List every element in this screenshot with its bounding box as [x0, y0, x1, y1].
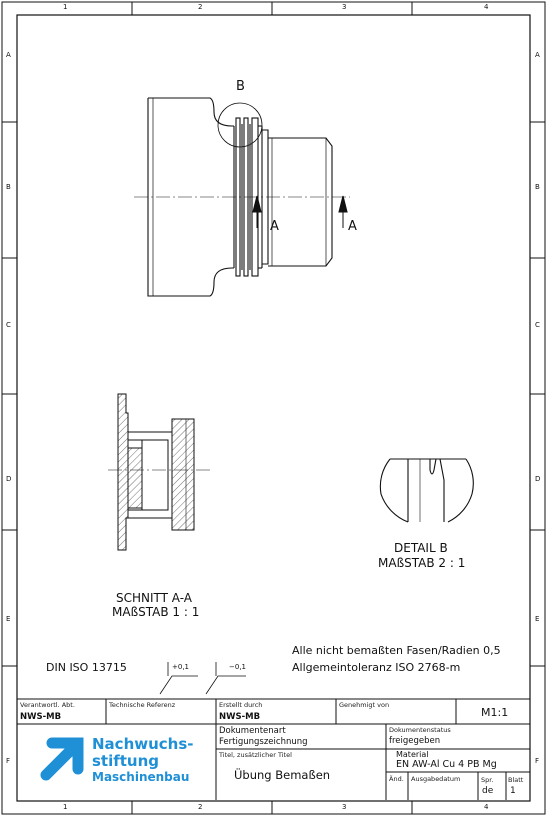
- section-arrow-label-left: A: [270, 219, 279, 234]
- zone-row-b-right: B: [535, 183, 540, 191]
- zone-col-2-top: 2: [198, 3, 203, 11]
- docstatus-value: freigegeben: [389, 736, 441, 746]
- section-view: [108, 394, 210, 550]
- language-value: de: [482, 786, 494, 796]
- zone-row-f-right: F: [535, 757, 540, 765]
- zone-col-1-top: 1: [63, 3, 68, 11]
- created-value: NWS-MB: [219, 712, 261, 722]
- tolerance-note: Allgemeintoleranz ISO 2768-m: [292, 661, 461, 674]
- section-view-title: SCHNITT A-A: [116, 591, 193, 605]
- revision-label: Änd.: [389, 775, 404, 783]
- section-view-scale: MAßSTAB 1 : 1: [112, 605, 200, 619]
- approved-label: Genehmigt von: [339, 701, 390, 709]
- section-arrow-label-right: A: [348, 219, 357, 234]
- drawing-frame: [2, 2, 545, 814]
- zone-col-3-bottom: 3: [342, 803, 347, 811]
- material-label: Material: [396, 750, 429, 759]
- issue-date-label: Ausgabedatum: [411, 775, 461, 783]
- zone-col-1-bottom: 1: [63, 803, 68, 811]
- sheet-value: 1: [510, 786, 516, 796]
- logo-line-1: Nachwuchs-: [92, 735, 194, 753]
- zone-row-c-left: C: [6, 321, 11, 329]
- drawing-title: Übung Bemaßen: [234, 768, 331, 782]
- responsible-label: Verantwortl. Abt.: [20, 701, 75, 709]
- detail-view: [380, 459, 473, 522]
- zone-row-c-right: C: [535, 321, 540, 329]
- zone-col-4-top: 4: [484, 3, 489, 11]
- detail-view-scale: MAßSTAB 2 : 1: [378, 556, 466, 570]
- zone-col-4-bottom: 4: [484, 803, 489, 811]
- zone-col-2-bottom: 2: [198, 803, 203, 811]
- edge-negative-value: −0,1: [229, 663, 246, 671]
- doctype-value: Fertigungszeichnung: [219, 737, 308, 747]
- edge-positive-value: +0,1: [172, 663, 189, 671]
- zone-row-f-left: F: [6, 757, 11, 765]
- created-label: Erstellt durch: [219, 701, 263, 709]
- zone-row-e-right: E: [535, 615, 540, 623]
- sheet-label: Blatt: [508, 776, 524, 784]
- tech-ref-label: Technische Referenz: [109, 701, 176, 709]
- logo-arrow-icon: [46, 743, 78, 775]
- subtitle-label: Titel, zusätzlicher Titel: [219, 751, 292, 759]
- zone-row-d-left: D: [6, 475, 12, 483]
- language-label: Spr.: [481, 776, 494, 784]
- chamfer-note: Alle nicht bemaßten Fasen/Radien 0,5: [292, 644, 501, 657]
- standard-note: DIN ISO 13715: [46, 661, 127, 674]
- zone-row-a-left: A: [6, 51, 11, 59]
- doctype-label: Dokumentenart: [219, 726, 286, 736]
- main-part-view: [134, 98, 350, 296]
- responsible-value: NWS-MB: [20, 712, 62, 722]
- logo-line-2: stiftung: [92, 752, 160, 770]
- docstatus-label: Dokumentenstatus: [389, 726, 451, 734]
- logo-line-3: Maschinenbau: [92, 770, 190, 784]
- material-value: EN AW-Al Cu 4 PB Mg: [396, 759, 497, 770]
- zone-col-3-top: 3: [342, 3, 347, 11]
- detail-view-title: DETAIL B: [394, 541, 448, 555]
- detail-marker-label: B: [236, 79, 245, 94]
- zone-row-d-right: D: [535, 475, 541, 483]
- zone-row-a-right: A: [535, 51, 540, 59]
- zone-row-e-left: E: [6, 615, 11, 623]
- scale-value: M1:1: [481, 706, 509, 719]
- zone-row-b-left: B: [6, 183, 11, 191]
